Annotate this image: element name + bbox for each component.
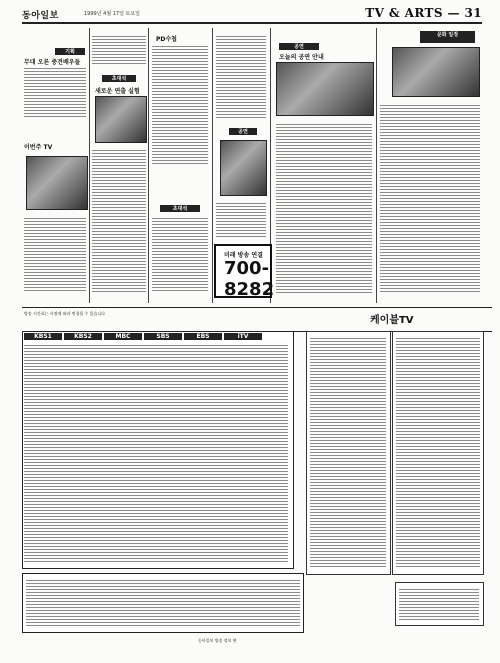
cable-tv-title: 케이블TV [370,315,414,326]
channel-mbc: MBC [104,333,142,340]
channel-kbs2: KBS2 [64,333,102,340]
section-label-right: 공연 [279,43,319,50]
article-text-left-1 [24,66,86,118]
channel-ebs: EBS [184,333,222,340]
article-text-right [276,122,372,294]
article-text-center-1 [152,44,208,164]
footer-text: 동아일보 방송 정보 면 [198,638,237,643]
article-text-center-left-1 [92,34,146,64]
article-text-center-left-2 [92,148,146,293]
bottom-listing-grid [22,573,304,633]
photo-right [276,62,374,116]
article-text-center-2 [152,216,208,292]
ad-title: 미래 방송 연결 [224,252,263,259]
headline-left-2: 이번주 TV [24,144,53,151]
broadcast-listings [24,343,288,563]
section-label-center-left: 초대석 [102,75,136,82]
article-text-left-2 [24,216,86,292]
article-text-center-right-1 [216,34,266,118]
section-title: TV & ARTS — 31 [365,6,482,20]
listing-note: 방송 시간표는 사정에 따라 변경될 수 있습니다 [24,311,106,316]
headline-right: 오늘의 공연 안내 [279,54,324,61]
headline-center: PD수첩 [156,36,177,43]
section-label-far-right: 문화 일정 [420,31,475,43]
channel-sbs: SBS [144,333,182,340]
channel-kbs1: KBS1 [24,333,62,340]
section-label-left: 기획 [55,48,85,55]
bottom-listing-text [26,578,300,628]
advertisement [214,244,275,300]
newspaper-logo: 동아일보 [22,11,59,21]
cable-listings-left [306,331,391,575]
cable-listings-left-text [310,336,386,568]
channel-itv: iTV [224,333,262,340]
photo-far-right [392,47,480,97]
headline-center-left: 새로운 연출 실험 [95,88,140,95]
photo-center-left [95,96,147,143]
publication-date: 1999년 4월 17일 토요일 [84,11,141,17]
cable-listings-right [392,331,484,575]
photo-center-right [220,140,267,196]
section-label-center-right: 공연 [229,128,257,135]
photo-left [26,156,88,210]
cable-listings-right-text [396,336,480,568]
listing-header [22,307,492,332]
headline-left: 무대 오른 중견배우들 [24,59,81,66]
article-text-far-right [380,103,480,293]
article-text-center-right-2 [216,201,266,239]
masthead [22,8,482,24]
bottom-info-box [395,582,484,626]
ad-number: 700-8282 [224,258,275,300]
bottom-info-text [399,587,479,621]
section-label-center: 초대석 [160,205,200,212]
